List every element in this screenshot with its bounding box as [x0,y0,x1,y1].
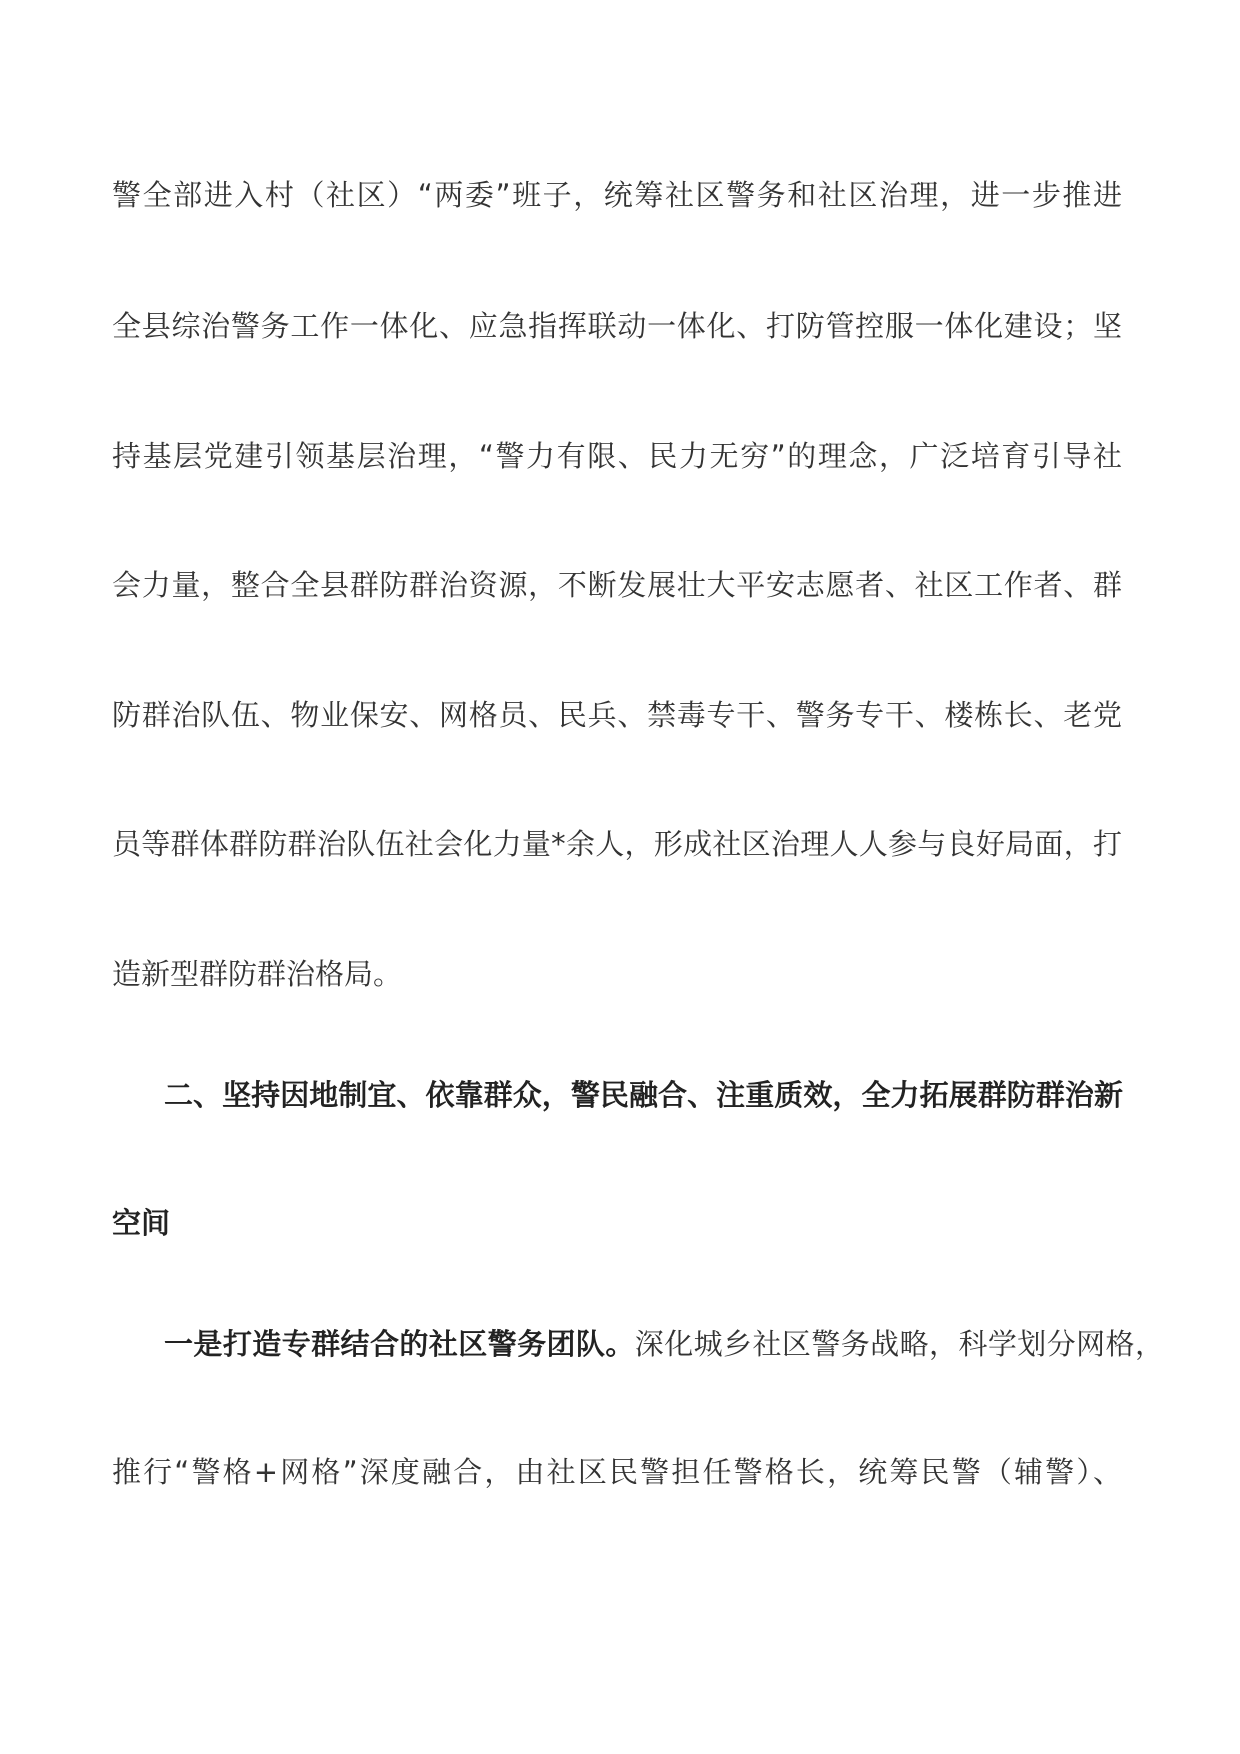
paragraph-line: 防群治队伍、物业保安、网格员、民兵、禁毒专干、警务专干、楼栋长、老党 [112,698,1122,732]
paragraph-line: 持基层党建引领基层治理，“警力有限、民力无穷”的理念，广泛培育引导社 [112,439,1122,473]
paragraph-line: 员等群体群防群治队伍社会化力量*余人，形成社区治理人人参与良好局面，打 [112,827,1122,861]
paragraph-line: 造新型群防群治格局。 [112,957,403,991]
section-heading-line: 空间 [112,1206,171,1240]
paragraph-lead-text: 一是打造专群结合的社区警务团队。 [164,1327,635,1361]
section-heading-line: 二、坚持因地制宜、依靠群众，警民融合、注重质效，全力拓展群防群治新 [164,1078,1123,1112]
paragraph-text: 深化城乡社区警务战略，科学划分网格， [634,1327,1164,1361]
paragraph-line: 会力量，整合全县群防群治资源，不断发展壮大平安志愿者、社区工作者、群 [112,568,1122,602]
paragraph-line: 全县综治警务工作一体化、应急指挥联动一体化、打防管控服一体化建设；坚 [112,309,1122,343]
paragraph-line: 推行“警格+网格”深度融合，由社区民警担任警格长，统筹民警（辅警）、 [112,1455,1122,1489]
paragraph-line [164,1327,1164,1361]
paragraph-line: 警全部进入村（社区）“两委”班子，统筹社区警务和社区治理，进一步推进 [112,178,1122,212]
